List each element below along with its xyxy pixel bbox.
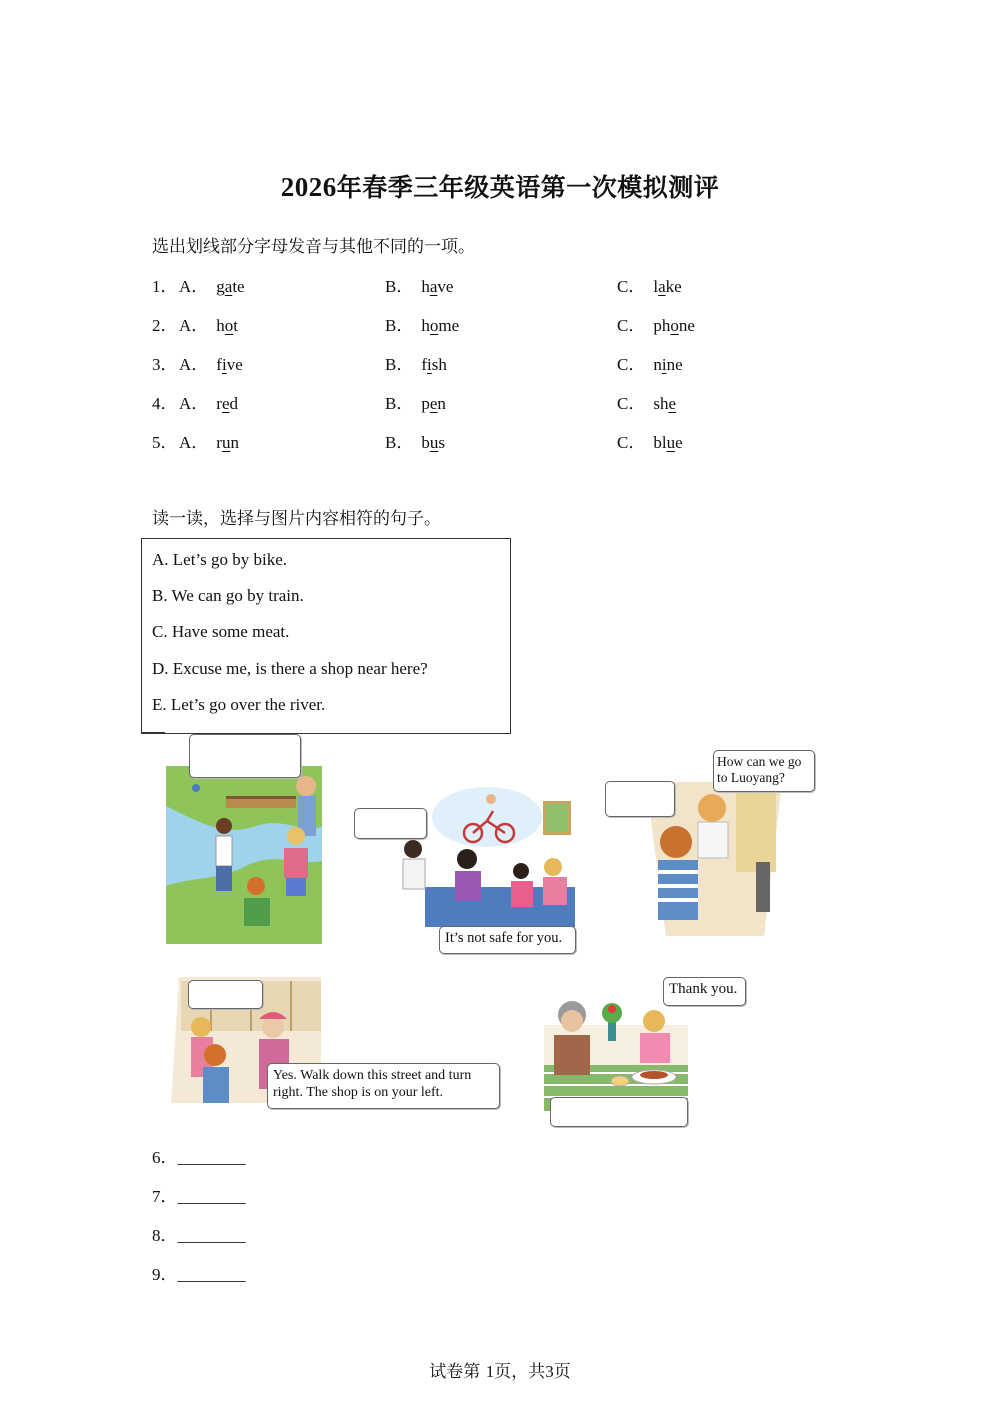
option-label: A． — [179, 316, 209, 335]
word-prefix: h — [421, 277, 430, 296]
word-suffix: me — [438, 316, 460, 335]
footer-page: 1 — [485, 1362, 495, 1381]
answer-8-num: 8． — [152, 1226, 178, 1245]
word-suffix: n — [230, 433, 239, 452]
underlined-letter: e — [221, 394, 230, 413]
word-prefix: ph — [653, 316, 671, 335]
word-suffix: ve — [437, 277, 454, 296]
option-label: B． — [385, 316, 414, 335]
pic2-bubble-safe: It’s not safe for you. — [439, 926, 576, 954]
underlined-letter: a — [658, 277, 666, 296]
word-suffix: ne — [666, 355, 683, 374]
pic4-bubble-line2: right. The shop is on your left. — [273, 1085, 444, 1100]
word-prefix: p — [421, 394, 430, 413]
answer-9-blank[interactable]: ________ — [177, 1265, 246, 1284]
underlined-letter: u — [221, 433, 231, 452]
question-3-option-b[interactable] — [385, 350, 447, 375]
word-prefix: g — [216, 277, 225, 296]
word-suffix: ne — [678, 316, 695, 335]
word-suffix: d — [229, 394, 238, 413]
answer-8[interactable] — [152, 1221, 246, 1246]
underlined-letter: a — [224, 277, 233, 296]
question-1-option-b[interactable] — [385, 272, 453, 297]
picture-river-crossing — [166, 766, 322, 944]
option-label: B． — [385, 433, 414, 452]
word-prefix: f — [421, 355, 428, 374]
word-suffix: n — [437, 394, 446, 413]
underlined-letter: u — [666, 433, 676, 452]
answer-7-num: 7． — [152, 1187, 178, 1206]
underlined-letter: i — [661, 355, 667, 374]
underlined-letter: i — [427, 355, 432, 374]
word-suffix: t — [233, 316, 239, 335]
footer-mid: 页，共 — [494, 1362, 546, 1382]
option-b: B. We can go by train. — [152, 586, 304, 605]
page-footer — [0, 1357, 1000, 1382]
pic5-bubble-empty — [550, 1097, 688, 1127]
underlined-letter: i — [221, 355, 227, 374]
word-suffix: ke — [665, 277, 682, 296]
question-4-option-b[interactable] — [385, 389, 446, 414]
question-2-option-c[interactable] — [617, 311, 695, 336]
question-3-number: 3． — [152, 355, 178, 374]
underlined-letter: o — [224, 316, 234, 335]
underlined-letter: a — [429, 277, 438, 296]
option-a: A. Let’s go by bike. — [152, 550, 288, 569]
word-suffix: sh — [431, 355, 447, 374]
underlined-letter: e — [429, 394, 438, 413]
underlined-letter: o — [670, 316, 679, 335]
box-tail — [141, 732, 165, 733]
pic4-bubble-line1: Yes. Walk down this street and turn — [273, 1068, 472, 1083]
question-1-number: 1． — [152, 277, 178, 296]
picture-dinner-table — [544, 995, 688, 1111]
word-prefix: b — [421, 433, 430, 452]
option-label: C． — [617, 277, 646, 296]
question-3-option-a[interactable] — [179, 350, 243, 375]
page-title: 2026年春季三年级英语第一次模拟测评 — [280, 172, 720, 202]
answer-6[interactable] — [152, 1143, 246, 1168]
word-prefix: bl — [653, 433, 667, 452]
word-prefix: l — [653, 277, 659, 296]
word-suffix: te — [232, 277, 245, 296]
pic2-bubble-empty — [354, 808, 427, 839]
option-c: C. Have some meat. — [152, 622, 290, 641]
word-prefix: h — [216, 316, 225, 335]
answer-6-num: 6． — [152, 1148, 178, 1167]
pic3-bubble-line2: to Luoyang? — [717, 770, 785, 785]
underlined-letter: o — [429, 316, 439, 335]
word-prefix: r — [216, 433, 222, 452]
option-label: C． — [617, 394, 646, 413]
word-suffix: ve — [226, 355, 243, 374]
answer-9-num: 9． — [152, 1265, 178, 1284]
section1-instruction: 选出划线部分字母发音与其他不同的一项。 — [152, 237, 475, 257]
word-suffix: e — [675, 433, 683, 452]
question-4-option-a[interactable] — [179, 389, 238, 414]
underlined-letter: u — [429, 433, 439, 452]
question-5-option-c[interactable] — [617, 428, 683, 453]
footer-total: 3 — [545, 1362, 554, 1381]
word-prefix: f — [216, 355, 222, 374]
question-4-option-c[interactable] — [617, 389, 676, 414]
answer-7-blank[interactable]: ________ — [177, 1187, 246, 1206]
answer-9[interactable] — [152, 1260, 246, 1285]
section2-instruction: 读一读，选择与图片内容相符的句子。 — [152, 509, 441, 529]
question-5-option-b[interactable] — [385, 428, 445, 453]
question-1-option-c[interactable] — [617, 272, 682, 297]
word-prefix: r — [216, 394, 222, 413]
question-2-option-a[interactable] — [179, 311, 238, 336]
option-e: E. Let’s go over the river. — [152, 695, 326, 714]
pic3-bubble-line1: How can we go — [717, 754, 802, 769]
option-label: C． — [617, 316, 646, 335]
answer-7[interactable] — [152, 1182, 246, 1207]
option-label: C． — [617, 355, 646, 374]
underlined-letter: e — [668, 394, 677, 413]
option-label: A． — [179, 433, 209, 452]
question-4-number: 4． — [152, 394, 178, 413]
option-label: A． — [179, 394, 209, 413]
answer-6-blank[interactable]: ________ — [177, 1148, 246, 1167]
option-d: D. Excuse me, is there a shop near here? — [152, 659, 428, 678]
option-label: A． — [179, 355, 209, 374]
question-5-option-a[interactable] — [179, 428, 239, 453]
question-2-option-b[interactable] — [385, 311, 459, 336]
pic4-bubble-empty — [188, 980, 263, 1009]
word-prefix: n — [653, 355, 662, 374]
pic5-bubble-thanks: Thank you. — [663, 977, 746, 1006]
option-label: B． — [385, 277, 414, 296]
footer-post: 页 — [553, 1362, 571, 1382]
word-prefix: h — [421, 316, 430, 335]
option-label: B． — [385, 355, 414, 374]
pic4-bubble-directions — [267, 1063, 500, 1109]
question-1-option-a[interactable] — [179, 272, 245, 297]
pic3-bubble-empty — [605, 781, 675, 817]
footer-pre: 试卷第 — [429, 1362, 486, 1382]
question-2-number: 2． — [152, 316, 178, 335]
option-label: A． — [179, 277, 209, 296]
pic3-bubble-question — [713, 750, 815, 792]
word-prefix: sh — [653, 394, 669, 413]
question-3-option-c[interactable] — [617, 350, 683, 375]
question-5-number: 5． — [152, 433, 178, 452]
word-suffix: s — [438, 433, 445, 452]
answer-8-blank[interactable]: ________ — [177, 1226, 246, 1245]
option-label: B． — [385, 394, 414, 413]
option-label: C． — [617, 433, 646, 452]
pic1-bubble-empty — [189, 734, 301, 778]
